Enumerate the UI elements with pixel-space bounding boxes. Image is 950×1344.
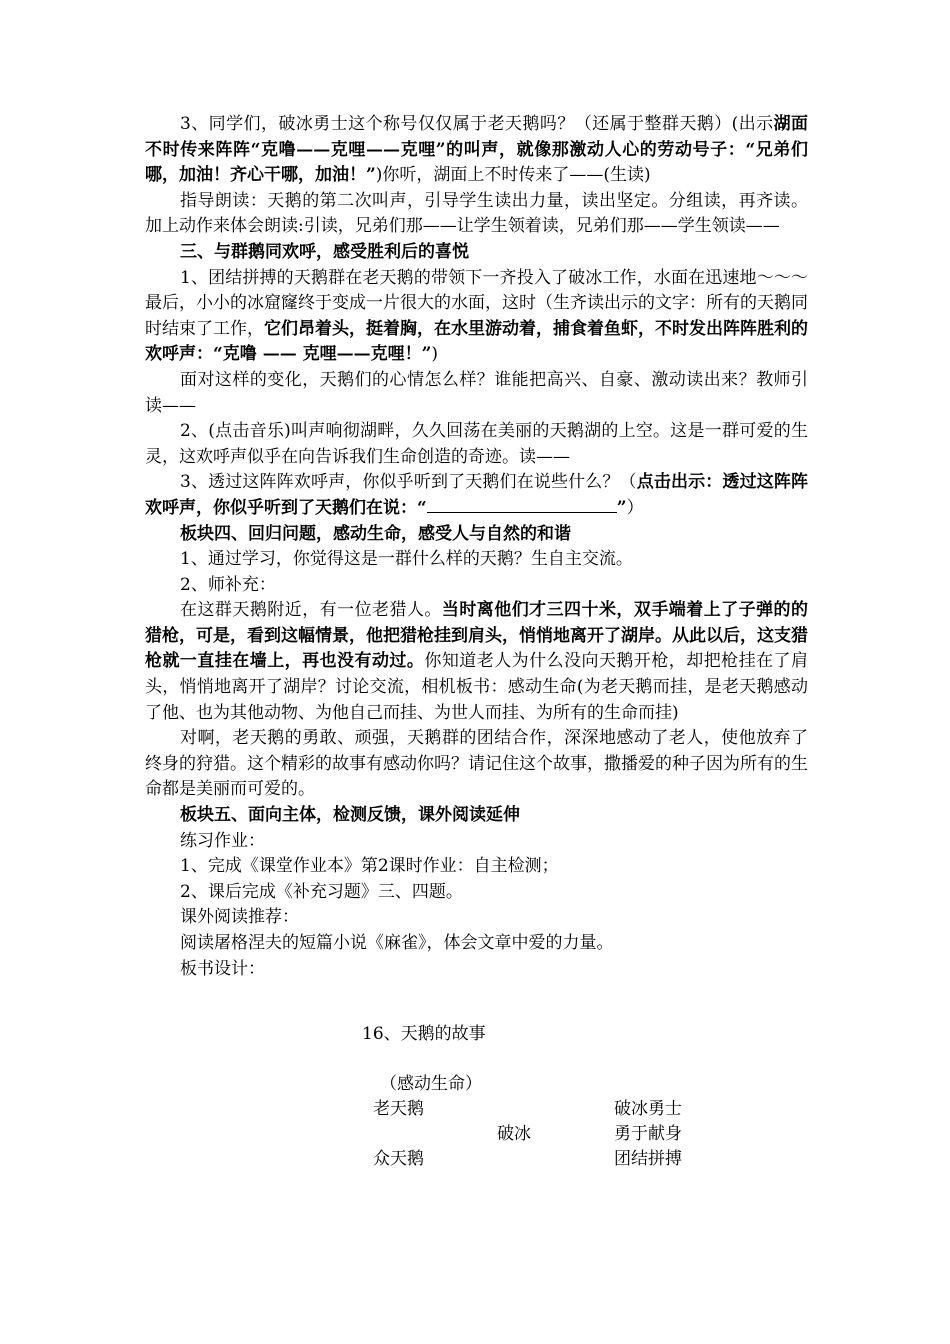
board-left-bottom: 众天鹅: [373, 1149, 424, 1169]
section-heading-3: [145, 240, 808, 266]
bold-quote-close: ”: [616, 497, 627, 518]
board-title: 16、天鹅的故事: [362, 1024, 486, 1044]
heading-text: 板块五、面向主体，检测反馈，课外阅读延伸: [180, 805, 520, 826]
text: 3、同学们，破冰勇士这个称号仅仅属于老天鹅吗？（还属于整群天鹅）(出示: [180, 114, 774, 134]
document-body: [145, 112, 808, 982]
paragraph-12: 1、完成《课堂作业本》第2课时作业：自主检测；: [180, 856, 559, 877]
paragraph-6: [145, 470, 808, 521]
text: 你知道老人为什么没向天鹅开枪，却把枪挂在了肩头，悄悄地离开了湖岸？讨论交流，相机板书：感动生命(为老天鹅而挂，是老天鹅感动了他、也为其他动物、为他自己而挂、为世人而挂、为所有的生命而挂): [145, 651, 809, 723]
board-middle: 破冰: [497, 1124, 531, 1144]
paragraph-2: 指导朗读：天鹅的第二次叫声，引导学生读出力量，读出坚定。分组读，再齐读。加上动作来体会朗读:引读，兄弟们那——让学生领着读，兄弟们那——学生领读——: [145, 190, 808, 237]
text: ）: [626, 497, 644, 518]
board-right-3: 团结拼搏: [614, 1149, 682, 1169]
section-heading-4: [145, 522, 808, 548]
section-heading-5: [145, 803, 808, 829]
paragraph-14: 课外阅读推荐：: [180, 907, 299, 928]
text: )你听，湖面上不时传来了——(生读): [375, 165, 651, 186]
paragraph-4: 面对这样的变化，天鹅们的心情怎么样？谁能把高兴、自豪、激动读出来？教师引读——: [145, 369, 808, 416]
paragraph-8: 2、师补充：: [180, 574, 276, 595]
paragraph-3: [145, 266, 808, 368]
text: ): [431, 344, 439, 365]
paragraph-13: 2、课后完成《补充习题》三、四题。: [180, 881, 463, 902]
bold-quote: 湖面不时传来阵阵“克噜——克哩——克哩”的叫声，就像那激动人心的劳动号子：“兄弟们哪，加油！齐心干哪，加油！”: [145, 114, 808, 186]
paragraph-1: [145, 112, 808, 189]
paragraph-16: 板书设计：: [180, 958, 265, 979]
text: 在这群天鹅附近，有一位老猎人。: [180, 600, 442, 621]
bold-prompt: 点击出示：透过这阵阵欢呼声，你似乎听到了天鹅们在说：“: [145, 472, 808, 518]
paragraph-9: [145, 598, 808, 726]
bold-story: 当时离他们才三四十米，双手端着上了子弹的的猎枪，可是，看到这幅情景，他把猎枪挂到肩头，悄悄地离开了湖岸。从此以后，这支猎枪就一直挂在墙上，再也没有动过。: [145, 600, 809, 672]
paragraph-11: 练习作业：: [180, 830, 265, 851]
board-center: （感动生命）: [380, 1074, 482, 1094]
paragraph-5: 2、(点击音乐)叫声响彻湖畔，久久回荡在美丽的天鹅湖的上空。这是一群可爱的生灵，这欢呼声似乎在向告诉我们生命创造的奇迹。读——: [145, 421, 808, 467]
paragraph-10: 对啊，老天鹅的勇敢、顽强，天鹅群的团结合作，深深地感动了老人，使他放弃了终身的狩猎。这个精彩的故事有感动你吗？请记住这个故事，撒播爱的种子因为所有的生命都是美丽而可爱的。: [145, 728, 808, 800]
board-right-2: 勇于献身: [614, 1124, 682, 1144]
paragraph-15: 阅读屠格涅夫的短篇小说《麻雀》，体会文章中爱的力量。: [180, 933, 614, 953]
fill-blank: [427, 497, 617, 513]
text: 1、团结拼搏的天鹅群在老天鹅的带领下一齐投入了破冰工作，水面在迅速地～～～最后，小小的冰窟窿终于变成一片很大的水面，这时（生齐读出示的文字：所有的天鹅同时结束了工作，: [145, 267, 808, 339]
heading-text: 板块四、回归问题，感动生命，感受人与自然的和谐: [180, 523, 571, 544]
heading-text: 三、与群鹅同欢呼，感受胜利后的喜悦: [180, 241, 469, 262]
board-left-top: 老天鹅: [373, 1099, 424, 1119]
bold-quote: 它们昂着头，挺着胸，在水里游动着，捕食着鱼虾，不时发出阵阵胜利的欢呼声：“克噜 —— 克哩——克哩！”: [145, 318, 808, 365]
text: 3、透过这阵阵欢呼声，你似乎听到了天鹅们在说些什么？（: [180, 472, 637, 493]
board-right-1: 破冰勇士: [614, 1099, 682, 1119]
paragraph-7: 1、通过学习，你觉得这是一群什么样的天鹅？生自主交流。: [180, 549, 633, 570]
